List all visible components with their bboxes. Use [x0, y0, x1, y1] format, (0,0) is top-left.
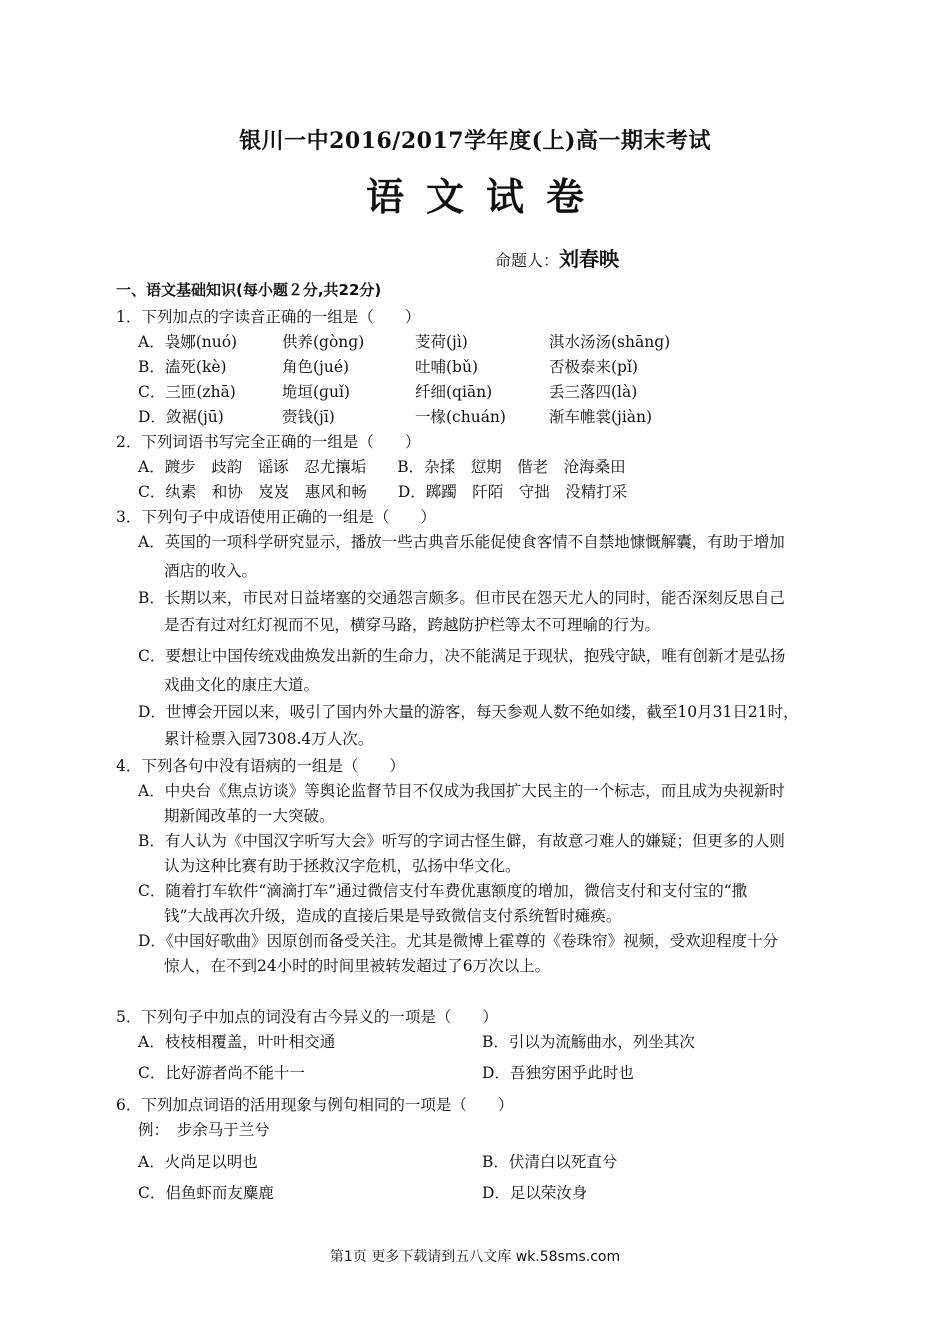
q4-option-a: A．中央台《焦点访谈》等舆论监督节目不仅成为我国扩大民主的一个标志，而且成为央视新时 [138, 782, 785, 800]
q4-option-d: D．《中国好歌曲》因原创而备受关注。尤其是微博上霍尊的《卷珠帘》视频，受欢迎程度十分 [138, 932, 779, 950]
q3-option-a-cont: 酒店的收入。 [164, 562, 258, 580]
q2-options-row: A．踱步 歧韵 谣诼 忍尤攘垢 B．杂揉 愆期 偕老 沧海桑田 [138, 458, 626, 476]
q6-stem: 6．下列加点词语的活用现象与例句相同的一项是（ ） [116, 1096, 514, 1114]
q4-option-b: B．有人认为《中国汉字听写大会》听写的字词古怪生僻，有故意刁难人的嫌疑；但更多的人则 [138, 832, 785, 850]
exam-subtitle: 语文试卷 [365, 174, 606, 219]
q1-option: 角色(jué) [282, 358, 350, 376]
q5-option-d: D．吾独穷困乎此时也 [482, 1064, 634, 1082]
q3-option-c-cont: 戏曲文化的康庄大道。 [164, 676, 320, 694]
q6-option-b: B．伏清白以死直兮 [482, 1153, 618, 1171]
q6-example: 例： 步余马于兰兮 [138, 1121, 270, 1139]
q1-option: 纤细(qiān) [415, 383, 493, 401]
q1-option: 淇水汤汤(shānɡ) [549, 333, 671, 351]
q4-option-b-cont: 认为这种比赛有助于拯救汉字危机，弘扬中华文化。 [164, 857, 521, 875]
q6-option-a: A．火尚足以明也 [138, 1153, 258, 1171]
q1-option: 否极泰来(pǐ) [549, 358, 638, 376]
q1-stem: 1．下列加点的字读音正确的一组是（ ） [116, 308, 421, 326]
q2-options-row: C．纨素 和协 岌岌 惠风和畅 D．踯躅 阡陌 守拙 没精打采 [138, 483, 628, 501]
q3-option-d: D．世博会开园以来，吸引了国内外大量的游客，每天参观人数不绝如缕，截至10月31日21时， [138, 703, 799, 721]
q1-option: 垝垣(ɡuǐ) [282, 383, 350, 401]
q1-option: 供养(gònɡ) [282, 333, 365, 351]
q1-option: 丢三落四(là) [549, 383, 638, 401]
q4-stem: 4．下列各句中没有语病的一组是（ ） [116, 757, 405, 775]
author-name: 刘春映 [559, 247, 620, 271]
q3-option-d-cont: 累计检票入园7308.4万人次。 [164, 730, 374, 748]
q5-option-c: C．比好游者尚不能十一 [138, 1064, 305, 1082]
page-footer: 第1页 更多下载请到五八文库 wk.58sms.com [329, 1249, 621, 1265]
q4-option-d-cont: 惊人，在不到24小时的时间里被转发超过了6万次以上。 [164, 957, 551, 975]
author-label: 命题人： [495, 251, 560, 270]
q1-option: 一椽(chuán) [415, 408, 506, 426]
section-heading: 一、语文基础知识(每小题２分,共22分) [116, 281, 382, 299]
q5-option-a: A．枝枝相覆盖，叶叶相交通 [138, 1033, 336, 1051]
q6-option-c: C．侣鱼虾而友麋鹿 [138, 1184, 274, 1202]
q4-option-c: C．随着打车软件“滴滴打车”通过微信支付车费优惠额度的增加，微信支付和支付宝的“撒 [138, 882, 748, 900]
q4-option-c-cont: 钱”大战再次升级，造成的直接后果是导致微信支付系统暂时瘫痪。 [164, 907, 622, 925]
q3-option-b-cont: 是否有过对红灯视而不见，横穿马路，跨越防护栏等太不可理喻的行为。 [164, 616, 661, 634]
q1-option: B．溘死(kè) [138, 358, 227, 376]
q1-option: C．三匝(zhā) [138, 383, 236, 401]
q2-stem: 2．下列词语书写完全正确的一组是（ ） [116, 433, 421, 451]
q1-option: 吐哺(bǔ) [415, 358, 478, 376]
q5-stem: 5．下列句子中加点的词没有古今异义的一项是（ ） [116, 1008, 498, 1026]
q1-option: D．敛裾(jū) [138, 408, 224, 426]
q4-option-a-cont: 期新闻改革的一大突破。 [164, 807, 335, 825]
q1-option: A．袅娜(nuó) [138, 333, 238, 351]
q3-option-a: A．英国的一项科学研究显示，播放一些古典音乐能促使食客情不自禁地慷慨解囊，有助于增加 [138, 533, 785, 551]
q3-option-c: C．要想让中国传统戏曲焕发出新的生命力，决不能满足于现状，抱残守缺，唯有创新才是弘扬 [138, 647, 786, 665]
q1-option: 芰荷(jì) [415, 333, 468, 351]
q5-option-b: B．引以为流觞曲水，列坐其次 [482, 1033, 695, 1051]
author-line [495, 243, 619, 272]
q6-option-d: D．足以荣汝身 [482, 1184, 588, 1202]
q1-option: 赍钱(jī) [282, 408, 335, 426]
exam-title: 银川一中2016/2017学年度(上)高一期末考试 [239, 128, 711, 154]
q3-stem: 3．下列句子中成语使用正确的一组是（ ） [116, 508, 436, 526]
q1-option: 渐车帷裳(jiàn) [549, 408, 653, 426]
q3-option-b: B．长期以来，市民对日益堵塞的交通怨言颇多。但市民在怨天尤人的同时，能否深刻反思自己 [138, 589, 785, 607]
